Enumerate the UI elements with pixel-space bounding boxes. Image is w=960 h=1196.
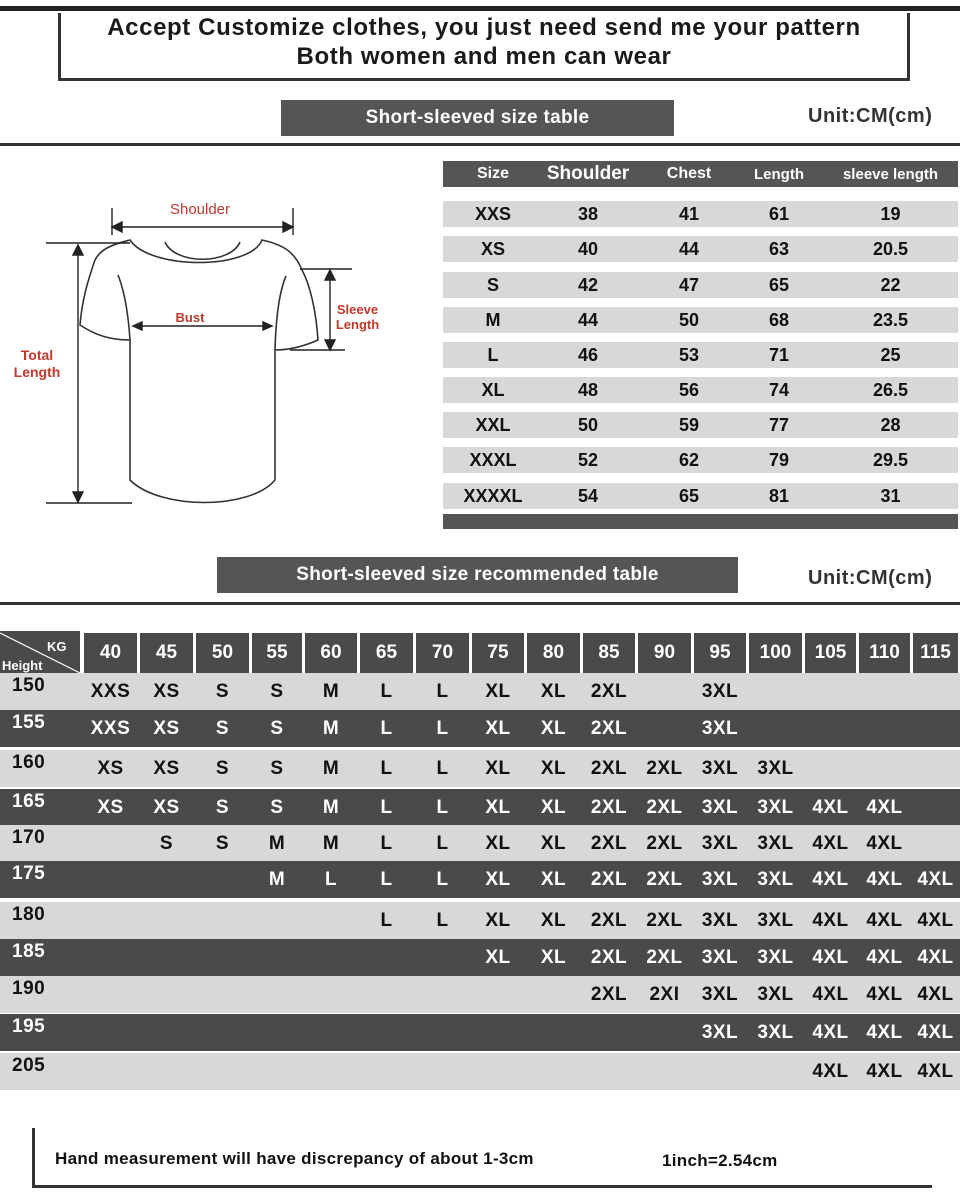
size-recommend-cell [747,1053,804,1090]
weight-header-cell: 40 [84,633,137,673]
weight-header-cell: 85 [583,633,635,673]
size-recommend-cell [138,939,195,976]
size-recommend-cell: 4XL [812,796,849,818]
size-recommend-cell [303,976,359,1013]
size-recommend-cell: XS [97,757,124,779]
size-recommend-cell: XS [153,717,180,739]
size-cell: 50 [577,414,599,435]
size-cell: 42 [577,274,599,295]
size-recommend-cell [911,750,960,787]
size-cell: 47 [678,274,700,295]
weight-header-cell: 90 [638,633,691,673]
rec-row [0,710,960,747]
size-recommend-cell: L [380,717,393,739]
size-recommend-cell [636,1053,693,1090]
size-recommend-cell: 2XL [590,868,628,890]
weight-header-cell: 105 [805,633,856,673]
shoulder-label: Shoulder [169,201,231,218]
size-cell: 71 [768,344,790,365]
size-recommend-cell: XL [540,909,567,931]
size-cell: 38 [577,203,599,224]
size-recommend-cell [911,710,960,747]
size-recommend-cell: XL [540,757,567,779]
size-recommend-cell [194,939,251,976]
size-recommend-cell [303,902,359,939]
size-cell: 53 [678,344,700,365]
size-recommend-cell: S [270,757,284,779]
rec-row [0,1053,960,1090]
size-cell: 81 [768,485,790,506]
weight-header-cell: 45 [140,633,193,673]
size-row [443,412,958,438]
weight-header-cell: 115 [913,633,958,673]
weight-header-cell: 50 [196,633,249,673]
size-recommend-cell: 2XL [646,757,683,779]
size-cell: 22 [880,274,901,295]
size-recommend-cell [303,939,359,976]
size-recommend-cell: L [380,909,393,931]
rec-row [0,861,960,898]
size-recommend-cell [803,750,858,787]
size-recommend-cell: 4XL [812,1021,849,1043]
size-recommend-cell: 3XL [757,868,794,890]
weight-header-cell: 80 [527,633,580,673]
weight-header-cell: 55 [252,633,302,673]
corner-height: Height [2,658,43,673]
size-recommend-cell: 4XL [866,1021,903,1043]
rec-section-rule [0,602,960,605]
size-cell: 46 [577,344,599,365]
size-recommend-cell: 3XL [701,868,739,890]
height-cell: 175 [12,863,46,884]
col-size: Size [476,165,509,182]
size-recommend-cell [82,902,139,939]
size-recommend-cell: 2XL [590,983,628,1005]
size-recommend-cell: 4XL [866,909,903,931]
measure-lines [46,208,352,503]
size-cell: 23.5 [872,309,909,330]
size-recommend-cell [414,1053,471,1090]
size-recommend-cell: 3XL [757,946,794,968]
size-recommend-cell: S [270,796,284,818]
rec-row [0,673,960,710]
corner-kg: KG [47,639,67,654]
size-recommend-cell: S [215,680,230,702]
size-recommend-cell: S [270,680,284,702]
size-cell: 40 [577,238,599,259]
size-recommend-cell [138,1014,195,1051]
size-recommend-cell: 4XL [812,946,849,968]
size-recommend-cell: L [436,868,449,890]
size-table-footer-bar [443,514,958,529]
size-recommend-cell: 3XL [701,946,739,968]
size-recommend-cell: 2XL [590,717,628,739]
size-recommend-cell: 2XL [646,796,683,818]
top-rule [0,6,960,11]
size-recommend-cell: 4XL [917,983,954,1005]
header-line-1: Accept Customize clothes, you just need send me your pattern [107,14,861,41]
weight-header-cell: 65 [360,633,413,673]
size-recommend-cell [250,1053,304,1090]
size-recommend-cell [414,939,471,976]
size-recommend-cell: 4XL [812,1060,849,1082]
size-recommend-cell: 4XL [866,832,903,854]
size-recommend-cell [138,1053,195,1090]
size-recommend-cell [82,939,139,976]
size-recommend-cell: L [380,796,393,818]
size-recommend-cell [911,673,960,710]
size-recommend-cell: L [380,832,393,854]
col-chest: Chest [666,165,712,182]
size-recommend-cell: XL [540,680,567,702]
size-recommend-cell: XL [540,832,567,854]
size-cell: 68 [768,309,790,330]
size-recommend-cell [857,750,912,787]
rec-table-unit: Unit:CM(cm) [808,567,933,589]
size-recommend-cell: 4XL [812,832,849,854]
size-recommend-cell: S [215,757,230,779]
size-recommend-cell: 3XL [757,1021,794,1043]
size-recommend-cell: S [215,832,230,854]
tshirt-outline-icon [80,240,318,503]
rec-row [0,939,960,976]
rec-row [0,825,960,862]
size-row [443,342,958,368]
size-recommend-cell [636,673,693,710]
size-recommend-cell [303,1053,359,1090]
size-recommend-cell [692,1053,748,1090]
size-recommend-cell: 3XL [701,832,739,854]
size-cell: 61 [768,203,790,224]
sleeve-length-label: Sleeve Length [335,302,380,332]
size-recommend-cell: 4XL [812,909,849,931]
size-recommend-cell: M [322,757,340,779]
size-recommend-cell [911,789,960,826]
size-recommend-cell [857,673,912,710]
size-recommend-cell [138,902,195,939]
size-section-rule [0,143,960,146]
size-cell: 59 [678,414,700,435]
size-recommend-cell [525,976,582,1013]
size-recommend-cell: 2XL [590,832,628,854]
size-recommend-cell [803,673,858,710]
size-cell: 65 [768,274,790,295]
size-recommend-cell: 2XL [646,909,683,931]
size-cell: XXL [475,414,511,435]
col-length: Length [754,165,804,183]
size-row [443,272,958,298]
size-recommend-cell [525,1014,582,1051]
size-recommend-cell [250,1014,304,1051]
size-recommend-cell: XS [153,757,180,779]
size-recommend-cell [803,710,858,747]
size-recommend-cell: 4XL [866,983,903,1005]
size-recommend-cell [470,976,526,1013]
size-recommend-cell: L [380,680,393,702]
size-recommend-cell [194,1014,251,1051]
size-recommend-cell [194,1053,251,1090]
size-recommend-cell: 3XL [701,1021,739,1043]
measurement-note: Hand measurement will have discrepancy of about 1-3cm [55,1149,534,1168]
size-recommend-cell: L [380,868,393,890]
size-recommend-cell: 2XL [590,757,628,779]
size-cell: 62 [678,449,700,470]
rec-row [0,902,960,939]
size-cell: S [486,274,499,295]
size-recommend-cell [194,861,251,898]
size-recommend-cell: XL [485,680,511,702]
size-recommend-cell: 3XL [757,983,794,1005]
size-recommend-cell: L [436,757,449,779]
height-cell: 205 [12,1055,46,1076]
total-length-label: Total Length [13,347,61,380]
size-cell: 31 [880,485,901,506]
size-recommend-cell: 4XL [812,983,849,1005]
size-recommend-cell: XXS [90,717,131,739]
size-recommend-cell: 2XL [590,680,628,702]
size-recommend-cell [581,1014,637,1051]
weight-header-cell: 60 [305,633,357,673]
size-recommend-cell [414,976,471,1013]
size-recommend-cell [581,1053,637,1090]
size-recommend-cell [82,1053,139,1090]
height-cell: 160 [12,752,46,773]
size-cell: 26.5 [872,379,909,400]
size-recommend-cell: XL [540,717,567,739]
size-recommend-cell: 4XL [917,946,954,968]
size-cell: XXXXL [463,485,523,506]
size-recommend-cell: 4XL [917,909,954,931]
size-cell: 41 [678,203,700,224]
size-recommend-cell: S [215,796,230,818]
size-cell: 28 [880,414,901,435]
size-cell: 25 [880,344,901,365]
size-recommend-cell: S [159,832,174,854]
size-cell: 44 [577,309,599,330]
size-recommend-cell: L [436,832,449,854]
size-recommend-cell: L [436,717,449,739]
size-cell: 44 [678,238,700,259]
size-recommend-cell: XL [485,909,511,931]
col-sleeve-length: sleeve length [842,165,939,183]
weight-header-cell: 95 [694,633,746,673]
size-row [443,236,958,262]
size-recommend-cell [358,939,415,976]
size-row [443,307,958,333]
size-cell: L [487,344,499,365]
size-recommend-cell: 2XL [646,946,683,968]
size-table-unit: Unit:CM(cm) [808,105,933,127]
size-recommend-cell: S [215,717,230,739]
size-recommend-cell: 3XL [701,796,739,818]
size-recommend-cell [636,1014,693,1051]
size-recommend-cell: M [322,796,340,818]
size-cell: 20.5 [872,238,909,259]
size-recommend-cell: 4XL [866,796,903,818]
size-recommend-cell: XS [153,680,180,702]
height-cell: 170 [12,827,46,848]
size-recommend-cell [747,673,804,710]
size-recommend-cell: 4XL [812,868,849,890]
size-recommend-cell: 2XL [646,868,683,890]
size-recommend-cell: 4XL [917,868,954,890]
size-recommend-cell: L [380,757,393,779]
size-recommend-cell: 3XL [701,983,739,1005]
size-recommend-cell [747,710,804,747]
size-recommend-cell: 3XL [757,832,794,854]
col-shoulder: Shoulder [546,163,630,184]
size-recommend-cell: 2XI [649,983,680,1005]
size-recommend-cell: S [270,717,284,739]
size-recommend-cell: 3XL [757,757,794,779]
size-cell: XS [480,238,505,259]
size-recommend-cell: 2XL [646,832,683,854]
size-recommend-cell: XL [540,946,567,968]
size-recommend-cell: L [324,868,338,890]
size-recommend-cell: XL [485,946,511,968]
size-recommend-cell: 2XL [590,909,628,931]
size-recommend-cell: 3XL [701,909,739,931]
height-cell: 180 [12,904,46,925]
size-recommend-cell [82,976,139,1013]
size-cell: 54 [577,485,599,506]
size-recommend-cell: 4XL [866,868,903,890]
size-recommend-cell: XL [485,757,511,779]
size-recommend-cell: M [322,832,340,854]
size-recommend-cell: XS [97,796,124,818]
size-recommend-cell [82,861,139,898]
size-recommend-cell: L [436,680,449,702]
size-recommend-cell: 3XL [757,796,794,818]
height-cell: 195 [12,1016,46,1037]
size-recommend-cell: 3XL [701,717,739,739]
size-recommend-cell: XL [485,717,511,739]
size-cell: 77 [768,414,790,435]
size-recommend-cell: XL [540,868,567,890]
size-recommend-cell: 3XL [701,680,739,702]
size-recommend-cell: XL [485,796,511,818]
height-cell: 190 [12,978,46,999]
rec-row [0,789,960,826]
rec-row [0,1014,960,1051]
height-cell: 185 [12,941,46,962]
size-recommend-cell [358,1014,415,1051]
size-cell: 74 [768,379,790,400]
weight-header-cell: 75 [472,633,524,673]
size-recommend-cell: 2XL [590,946,628,968]
size-cell: 52 [577,449,599,470]
size-recommend-cell [358,1053,415,1090]
weight-header-cell: 100 [749,633,802,673]
size-recommend-cell: 4XL [866,1060,903,1082]
size-cell: 48 [577,379,599,400]
rec-table-title: Short-sleeved size recommended table [217,557,738,593]
inch-conversion: 1inch=2.54cm [662,1151,778,1170]
size-row [443,201,958,227]
height-cell: 155 [12,712,46,733]
size-recommend-cell: 4XL [917,1060,954,1082]
size-recommend-cell: M [322,680,340,702]
size-recommend-cell [194,902,251,939]
size-recommend-cell: L [436,796,449,818]
size-table-title: Short-sleeved size table [281,100,674,136]
weight-header-cell: 110 [859,633,910,673]
size-recommend-cell: M [322,717,340,739]
size-recommend-cell [82,825,139,862]
size-recommend-cell: M [268,832,286,854]
size-recommend-cell [303,1014,359,1051]
size-recommend-cell [636,710,693,747]
size-recommend-cell [250,939,304,976]
size-recommend-cell [250,976,304,1013]
size-recommend-cell [911,825,960,862]
weight-header-cell: 70 [416,633,469,673]
size-row [443,447,958,473]
size-recommend-cell: 4XL [866,946,903,968]
rec-row [0,750,960,787]
size-recommend-cell [82,1014,139,1051]
size-cell: 63 [768,238,790,259]
size-cell: 65 [678,485,700,506]
size-recommend-cell: L [436,909,449,931]
size-recommend-cell [525,1053,582,1090]
size-recommend-cell: XL [485,832,511,854]
size-recommend-cell [414,1014,471,1051]
size-cell: 79 [768,449,790,470]
size-cell: 56 [678,379,700,400]
size-row [443,483,958,509]
size-row [443,377,958,403]
size-recommend-cell: 4XL [917,1021,954,1043]
size-recommend-cell: 3XL [701,757,739,779]
size-recommend-cell: XS [153,796,180,818]
size-recommend-cell: M [268,868,286,890]
size-cell: 19 [880,203,901,224]
size-cell: XXS [474,203,512,224]
size-recommend-cell [138,861,195,898]
height-cell: 150 [12,675,46,696]
size-recommend-cell: XL [540,796,567,818]
corner-cell [0,631,80,675]
size-cell: 29.5 [872,449,909,470]
size-table-header [443,161,958,187]
size-recommend-cell [470,1014,526,1051]
size-recommend-cell [138,976,195,1013]
size-cell: 50 [678,309,700,330]
size-recommend-cell [857,710,912,747]
size-cell: XXXL [469,449,517,470]
rec-row [0,976,960,1013]
size-recommend-cell [358,976,415,1013]
size-recommend-cell: 2XL [590,796,628,818]
height-cell: 165 [12,791,46,812]
size-cell: M [485,309,501,330]
bust-label: Bust [175,310,205,325]
size-recommend-cell [250,902,304,939]
size-recommend-cell: XL [485,868,511,890]
header-line-2: Both women and men can wear [296,43,672,70]
size-cell: XL [481,379,505,400]
size-recommend-cell: XXS [90,680,131,702]
size-recommend-cell [194,976,251,1013]
size-recommend-cell: 3XL [757,909,794,931]
size-recommend-cell [470,1053,526,1090]
